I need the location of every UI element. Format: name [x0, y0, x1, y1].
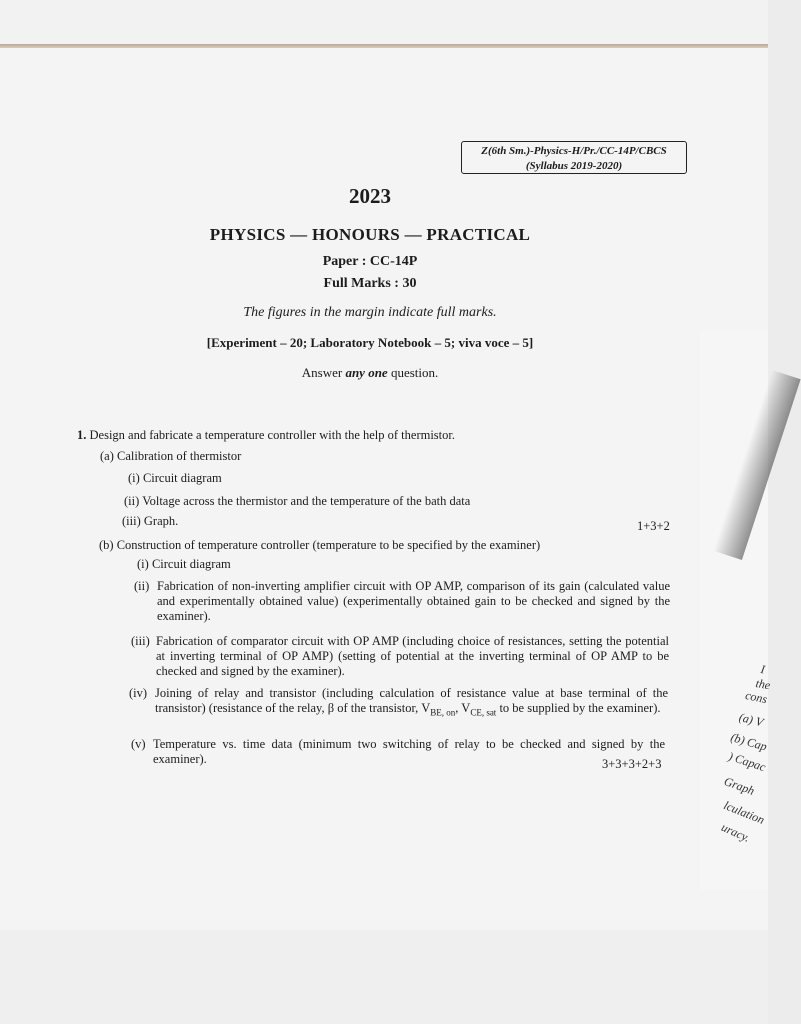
part-label: (b): [99, 538, 114, 552]
answer-text: question.: [390, 365, 439, 380]
subscript: CE, sat: [470, 707, 497, 718]
answer-emphasis: any one: [345, 365, 388, 380]
adjacent-page-text: ) Capac: [726, 749, 768, 775]
part-a: [100, 449, 241, 464]
question-1: [77, 428, 455, 443]
background-top: [0, 0, 768, 46]
item-text: Fabrication of non-inverting amplifier circuit with OP AMP, comparison of its gain (calculated value and experimentally obtained value) (experimentally obtained gain to be checked and signed by the examiner).: [157, 579, 670, 623]
adjacent-page-text: uracy.: [719, 820, 753, 845]
list-item: [128, 471, 222, 486]
item-text-part: Joining of relay and transistor (including calculation of resistance value at base terminal of the transistor) (resistance of the relay, β of the transistor, V: [155, 686, 668, 715]
item-text: Temperature vs. time data (minimum two switching of relay to be checked and signed by the examiner).: [153, 737, 665, 766]
subscript: BE, on: [430, 707, 456, 718]
marks-breakup: [Experiment – 20; Laboratory Notebook – 5; viva voce – 5]: [206, 335, 534, 350]
paper-code: Z(6th Sm.)-Physics-H/Pr./CC-14P/CBCS: [481, 145, 667, 157]
item-text: Voltage across the thermistor and the temperature of the bath data: [142, 494, 471, 508]
adjacent-page-text: I: [759, 662, 766, 677]
adjacent-page-text: the: [754, 676, 772, 693]
marks-part-b: 3+3+3+2+3: [602, 757, 662, 771]
item-text: [155, 686, 668, 721]
exam-year: 2023: [349, 184, 391, 208]
syllabus-year: (Syllabus 2019-2020): [525, 160, 623, 172]
part-text: Construction of temperature controller (temperature to be specified by the examiner): [116, 538, 541, 552]
part-label: (a): [100, 449, 114, 463]
paper-code-box: [461, 141, 687, 174]
item-label: (ii): [124, 494, 140, 508]
full-marks: Full Marks : 30: [323, 276, 417, 291]
marks-part-a: 1+3+2: [637, 519, 670, 533]
item-label: (iii): [122, 514, 141, 528]
margin-note: The figures in the margin indicate full marks.: [243, 305, 497, 320]
part-text: Calibration of thermistor: [117, 449, 242, 463]
item-text-part: , V: [455, 701, 471, 715]
item-label: (i): [128, 471, 140, 485]
exam-page: [0, 48, 768, 930]
page-fold-shadow: [713, 370, 800, 560]
item-label: (i): [137, 557, 149, 571]
item-text: Fabrication of comparator circuit with OP AMP (including choice of resistances, setting the potential at inverting terminal of OP AMP) (setting of potential at the inverting terminal of OP AMP to be checked and signed by the examiner).: [156, 634, 669, 678]
adjacent-page-text: (b) Cap: [729, 730, 769, 754]
item-label: (v): [131, 737, 146, 751]
adjacent-page-text: Graph: [722, 774, 757, 798]
list-item: [122, 514, 178, 529]
adjacent-page-text: (a) V: [737, 710, 765, 730]
item-label: (iii): [131, 634, 150, 648]
background-bottom: [0, 930, 768, 1024]
question-number: 1.: [77, 428, 87, 442]
item-text-part: to be supplied by the examiner).: [496, 701, 661, 715]
paper-name: Paper : CC-14P: [322, 254, 418, 269]
list-item: [124, 494, 470, 509]
adjacent-page-text: lculation: [721, 798, 767, 827]
answer-instruction: [0, 365, 740, 381]
item-label: (iv): [129, 686, 148, 700]
answer-text: Answer: [301, 365, 343, 380]
item-text: Circuit diagram: [142, 471, 222, 485]
item-label: (ii): [134, 579, 150, 593]
exam-title: PHYSICS — HONOURS — PRACTICAL: [209, 225, 531, 244]
list-item: [137, 557, 231, 572]
adjacent-page-text: cons: [744, 688, 769, 707]
question-text: Design and fabricate a temperature controller with the help of thermistor.: [89, 428, 455, 442]
item-text: Circuit diagram: [151, 557, 231, 571]
part-b: [99, 538, 540, 553]
item-text: Graph.: [143, 514, 179, 528]
